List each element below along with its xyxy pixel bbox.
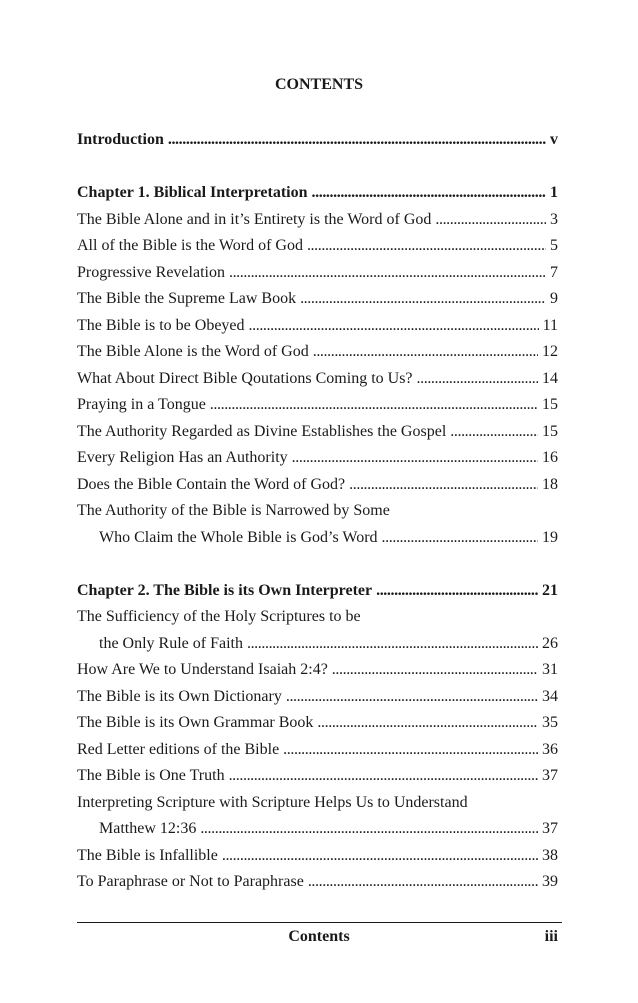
toc-entry-title: The Sufficiency of the Holy Scriptures to be <box>77 608 361 625</box>
toc-entry-page: 9 <box>550 290 558 307</box>
toc-entry <box>77 315 558 337</box>
toc-entry-title: Chapter 2. The Bible is its Own Interpreter <box>77 582 373 599</box>
toc-entry-title: The Authority of the Bible is Narrowed by Some <box>77 502 390 519</box>
toc-entry <box>77 394 558 416</box>
toc-entry-page: 35 <box>542 714 558 731</box>
toc-entry <box>77 500 558 522</box>
toc-entry-title: The Bible is its Own Dictionary <box>77 688 282 705</box>
toc-entry-title: What About Direct Bible Qoutations Coming to Us? <box>77 370 413 387</box>
toc-leader-dots <box>222 845 538 867</box>
toc-entry <box>77 262 558 284</box>
toc-entry <box>99 527 558 549</box>
toc-leader-dots <box>229 262 546 284</box>
toc-entry-title: Does the Bible Contain the Word of God? <box>77 476 346 493</box>
toc-entry-title: Praying in a Tongue <box>77 396 206 413</box>
toc-entry-page: 12 <box>542 343 558 360</box>
toc-entry-page: 21 <box>542 582 558 599</box>
toc-leader-dots <box>168 129 546 151</box>
toc-leader-dots <box>292 447 538 469</box>
toc-entry-page: 15 <box>542 396 558 413</box>
toc-entry-title: The Authority Regarded as Divine Establishes the Gospel <box>77 423 447 440</box>
toc-entry <box>77 739 558 761</box>
toc-entry-title: the Only Rule of Faith <box>99 635 243 652</box>
toc-entry-page: v <box>550 131 558 148</box>
page-title: CONTENTS <box>274 76 364 93</box>
toc-entry-page: 19 <box>542 529 558 546</box>
toc-entry <box>77 182 558 204</box>
toc-entry <box>77 421 558 443</box>
toc-entry-page: 31 <box>542 661 558 678</box>
toc-entry-title: To Paraphrase or Not to Paraphrase <box>77 873 304 890</box>
toc-entry-title: Interpreting Scripture with Scripture Helps Us to Understand <box>77 794 468 811</box>
toc-entry-page: 34 <box>542 688 558 705</box>
toc-leader-dots <box>247 633 538 655</box>
toc-entry-title: Progressive Revelation <box>77 264 225 281</box>
toc-leader-dots <box>313 341 538 363</box>
toc-entry <box>77 368 558 390</box>
toc-entry-title: All of the Bible is the Word of God <box>77 237 303 254</box>
toc-entry <box>77 686 558 708</box>
toc-entry <box>77 209 558 231</box>
toc-leader-dots <box>332 659 538 681</box>
toc-entry-title: Who Claim the Whole Bible is God’s Word <box>99 529 378 546</box>
toc-entry <box>77 792 558 814</box>
toc-entry <box>77 341 558 363</box>
toc-leader-dots <box>435 209 546 231</box>
toc-entry-page: 11 <box>542 317 558 334</box>
toc-entry-title: How Are We to Understand Isaiah 2:4? <box>77 661 328 678</box>
toc-leader-dots <box>286 686 538 708</box>
toc-entry-title: The Bible is Infallible <box>77 847 218 864</box>
toc-leader-dots <box>210 394 538 416</box>
toc-entry-page: 37 <box>542 767 558 784</box>
toc-entry-title: Red Letter editions of the Bible <box>77 741 280 758</box>
toc-entry-page: 38 <box>542 847 558 864</box>
toc-entry <box>77 765 558 787</box>
toc-entry <box>77 288 558 310</box>
toc-entry <box>77 606 558 628</box>
toc-leader-dots <box>376 580 538 602</box>
toc-entry <box>77 871 558 893</box>
toc-entry-title: The Bible the Supreme Law Book <box>77 290 297 307</box>
toc-leader-dots <box>317 712 538 734</box>
toc-entry-page: 39 <box>542 873 558 890</box>
toc-leader-dots <box>229 765 538 787</box>
toc-entry-page: 37 <box>542 820 558 837</box>
toc-entry-page: 3 <box>550 211 558 228</box>
toc-entry <box>77 845 558 867</box>
toc-leader-dots <box>450 421 538 443</box>
footer-title: Contents <box>288 928 350 945</box>
toc-leader-dots <box>200 818 538 840</box>
toc-entry-title: The Bible Alone is the Word of God <box>77 343 309 360</box>
toc-entry-title: The Bible Alone and in it’s Entirety is the Word of God <box>77 211 432 228</box>
toc-entry-page: 14 <box>542 370 558 387</box>
toc-leader-dots <box>300 288 546 310</box>
toc-entry <box>77 580 558 602</box>
toc-leader-dots <box>312 182 546 204</box>
toc-leader-dots <box>349 474 538 496</box>
toc-leader-dots <box>283 739 538 761</box>
toc-entry-page: 1 <box>550 184 558 201</box>
toc-leader-dots <box>308 871 538 893</box>
toc-entry <box>77 235 558 257</box>
toc-entry-page: 18 <box>542 476 558 493</box>
toc-entry-title: The Bible is One Truth <box>77 767 225 784</box>
toc-entry-page: 15 <box>542 423 558 440</box>
toc-entry <box>77 447 558 469</box>
footer-divider <box>77 922 562 923</box>
toc-entry-title: Matthew 12:36 <box>99 820 197 837</box>
toc-entry <box>77 712 558 734</box>
toc-entry-title: Introduction <box>77 131 164 148</box>
toc-entry <box>77 659 558 681</box>
footer-page-number: iii <box>544 928 558 945</box>
toc-entry-page: 26 <box>542 635 558 652</box>
toc-entry-title: Chapter 1. Biblical Interpretation <box>77 184 308 201</box>
toc-leader-dots <box>307 235 546 257</box>
toc-entry-title: Every Religion Has an Authority <box>77 449 288 466</box>
toc-entry <box>77 474 558 496</box>
toc-entry-page: 5 <box>550 237 558 254</box>
toc-entry-page: 7 <box>550 264 558 281</box>
toc-leader-dots <box>417 368 538 390</box>
toc-entry-page: 16 <box>542 449 558 466</box>
toc-entry-title: The Bible is to be Obeyed <box>77 317 245 334</box>
toc-entry-page: 36 <box>542 741 558 758</box>
toc-entry <box>99 818 558 840</box>
toc-entry-title: The Bible is its Own Grammar Book <box>77 714 314 731</box>
toc-leader-dots <box>249 315 539 337</box>
toc-leader-dots <box>382 527 538 549</box>
toc-entry <box>99 633 558 655</box>
toc-entry <box>77 129 558 151</box>
